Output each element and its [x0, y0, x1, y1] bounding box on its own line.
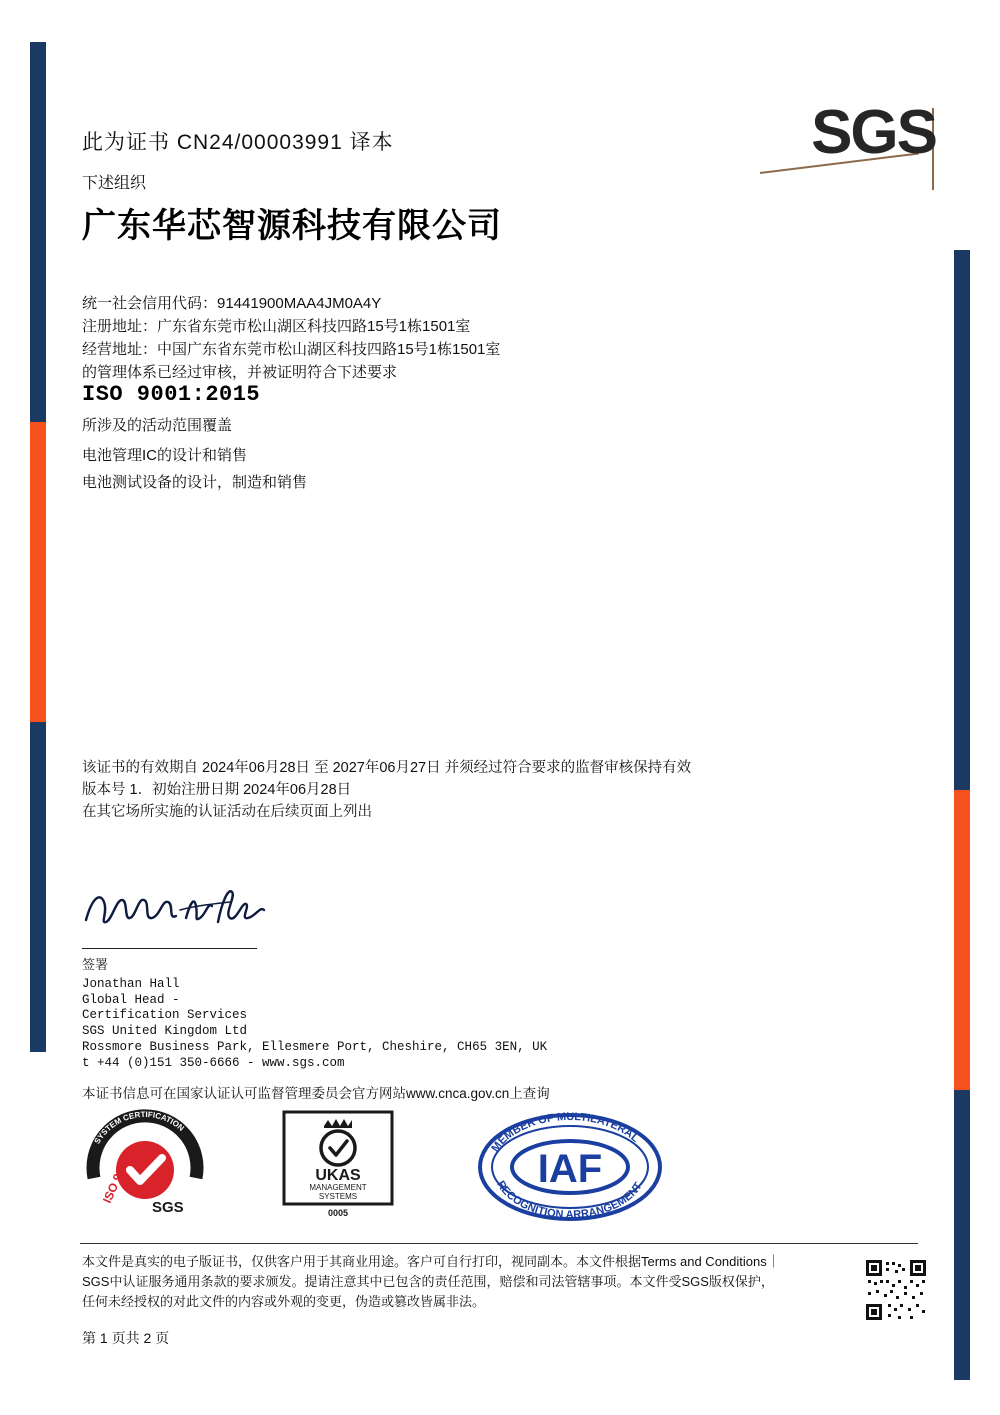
svg-text:0005: 0005	[327, 1208, 349, 1218]
svg-text:ISO 9001: ISO 9001	[99, 1153, 134, 1206]
footer-disclaimer: 本文件是真实的电子版证书，仅供客户用于其商业用途。客户可自行打印，视同副本。本文件根据Terms and Conditions｜SGS中认证服务通用条款的要求颁发。提请注意其中已包含的责任范围，赔偿和司法管辖事项。本文件受SGS版权保护，任何未经授权的对此文件的内容或外观的变更，伪造或篡改皆属非法。	[82, 1254, 780, 1309]
decorative-bar-right-navy-bottom	[954, 1090, 970, 1380]
issuer-contact-line: t +44 (0)151 350-6666 - www.sgs.com	[82, 1055, 345, 1070]
signature-rule	[82, 948, 257, 949]
decorative-bar-left-navy-top	[30, 42, 46, 422]
translation-note: 此为证书 CN24/00003991 译本	[82, 131, 394, 154]
scope-item: 电池测试设备的设计，制造和销售	[82, 474, 308, 491]
standard-name: ISO 9001:2015	[82, 382, 261, 407]
detail-line-conformance: 的管理体系已经过审核，并被证明符合下述要求	[82, 364, 398, 381]
signature-label: 签署	[82, 957, 109, 972]
organization-details	[82, 292, 500, 384]
signature-image	[82, 880, 272, 940]
detail-line-credit-code: 统一社会信用代码：91441900MAA4JM0A4Y	[82, 295, 382, 312]
iaf-mla-mark-icon	[470, 1112, 670, 1222]
footer-divider	[80, 1243, 918, 1244]
decorative-bar-left-navy-bottom	[30, 722, 46, 1052]
signatory-entity: SGS United Kingdom Ltd	[82, 1023, 248, 1038]
detail-line-registered-address: 注册地址：广东省东莞市松山湖区科技四路15号1栋1501室	[82, 318, 471, 335]
issuer-address-line: Rossmore Business Park, Ellesmere Port, Cheshire, CH65 3EN, UK	[82, 1040, 548, 1054]
svg-text:SYSTEM CERTIFICATION: SYSTEM CERTIFICATION	[92, 1109, 186, 1146]
below-organization-label: 下述组织	[82, 175, 147, 192]
decorative-bar-right-orange	[954, 790, 970, 1090]
cnca-verification-line: 本证书信息可在国家认证认可监督管理委员会官方网站www.cnca.gov.cn上查询	[82, 1086, 550, 1101]
signatory-role1: Global Head -	[82, 992, 180, 1007]
svg-text:UKAS: UKAS	[315, 1167, 361, 1184]
svg-text:MANAGEMENT: MANAGEMENT	[309, 1183, 367, 1192]
sgs-logo	[760, 100, 940, 190]
qr-code	[864, 1258, 928, 1322]
validity-block	[82, 757, 691, 823]
sgs-logo-text: SGS	[811, 98, 936, 167]
scope-title: 所涉及的活动范围覆盖	[82, 417, 233, 434]
page-number: 第 1 页共 2 页	[82, 1330, 170, 1346]
accreditation-marks	[80, 1108, 700, 1228]
validity-issue: 版本号 1．初始注册日期 2024年06月28日	[82, 782, 352, 798]
svg-text:IAF: IAF	[537, 1147, 603, 1191]
svg-text:SYSTEMS: SYSTEMS	[318, 1192, 358, 1201]
svg-text:MEMBER OF MULTILATERAL: MEMBER OF MULTILATERAL	[489, 1112, 642, 1155]
validity-period: 该证书的有效期自 2024年06月28日 至 2027年06月27日 并须经过符合要求的监督审核保持有效	[82, 760, 692, 776]
scope-item: 电池管理IC的设计和销售	[82, 447, 248, 464]
decorative-bar-left-orange	[30, 422, 46, 722]
scope-list	[82, 442, 307, 496]
signatory-block	[82, 977, 247, 1039]
detail-line-operating-address: 经营地址：中国广东省东莞市松山湖区科技四路15号1栋1501室	[82, 341, 501, 358]
svg-text:SGS: SGS	[152, 1199, 184, 1216]
issuer-address	[82, 1040, 547, 1071]
svg-text:RECOGNITION ARRANGEMENT: RECOGNITION ARRANGEMENT	[494, 1178, 645, 1222]
decorative-bar-right-navy-top	[954, 250, 970, 790]
signatory-role2: Certification Services	[82, 1008, 248, 1022]
iso-9001-sgs-mark-icon	[80, 1108, 210, 1218]
organization-name: 广东华芯智源科技有限公司	[82, 207, 502, 245]
validity-sites: 在其它场所实施的认证活动在后续页面上列出	[82, 804, 372, 820]
ukas-management-systems-mark-icon	[278, 1110, 398, 1222]
signatory-name: Jonathan Hall	[82, 977, 180, 991]
